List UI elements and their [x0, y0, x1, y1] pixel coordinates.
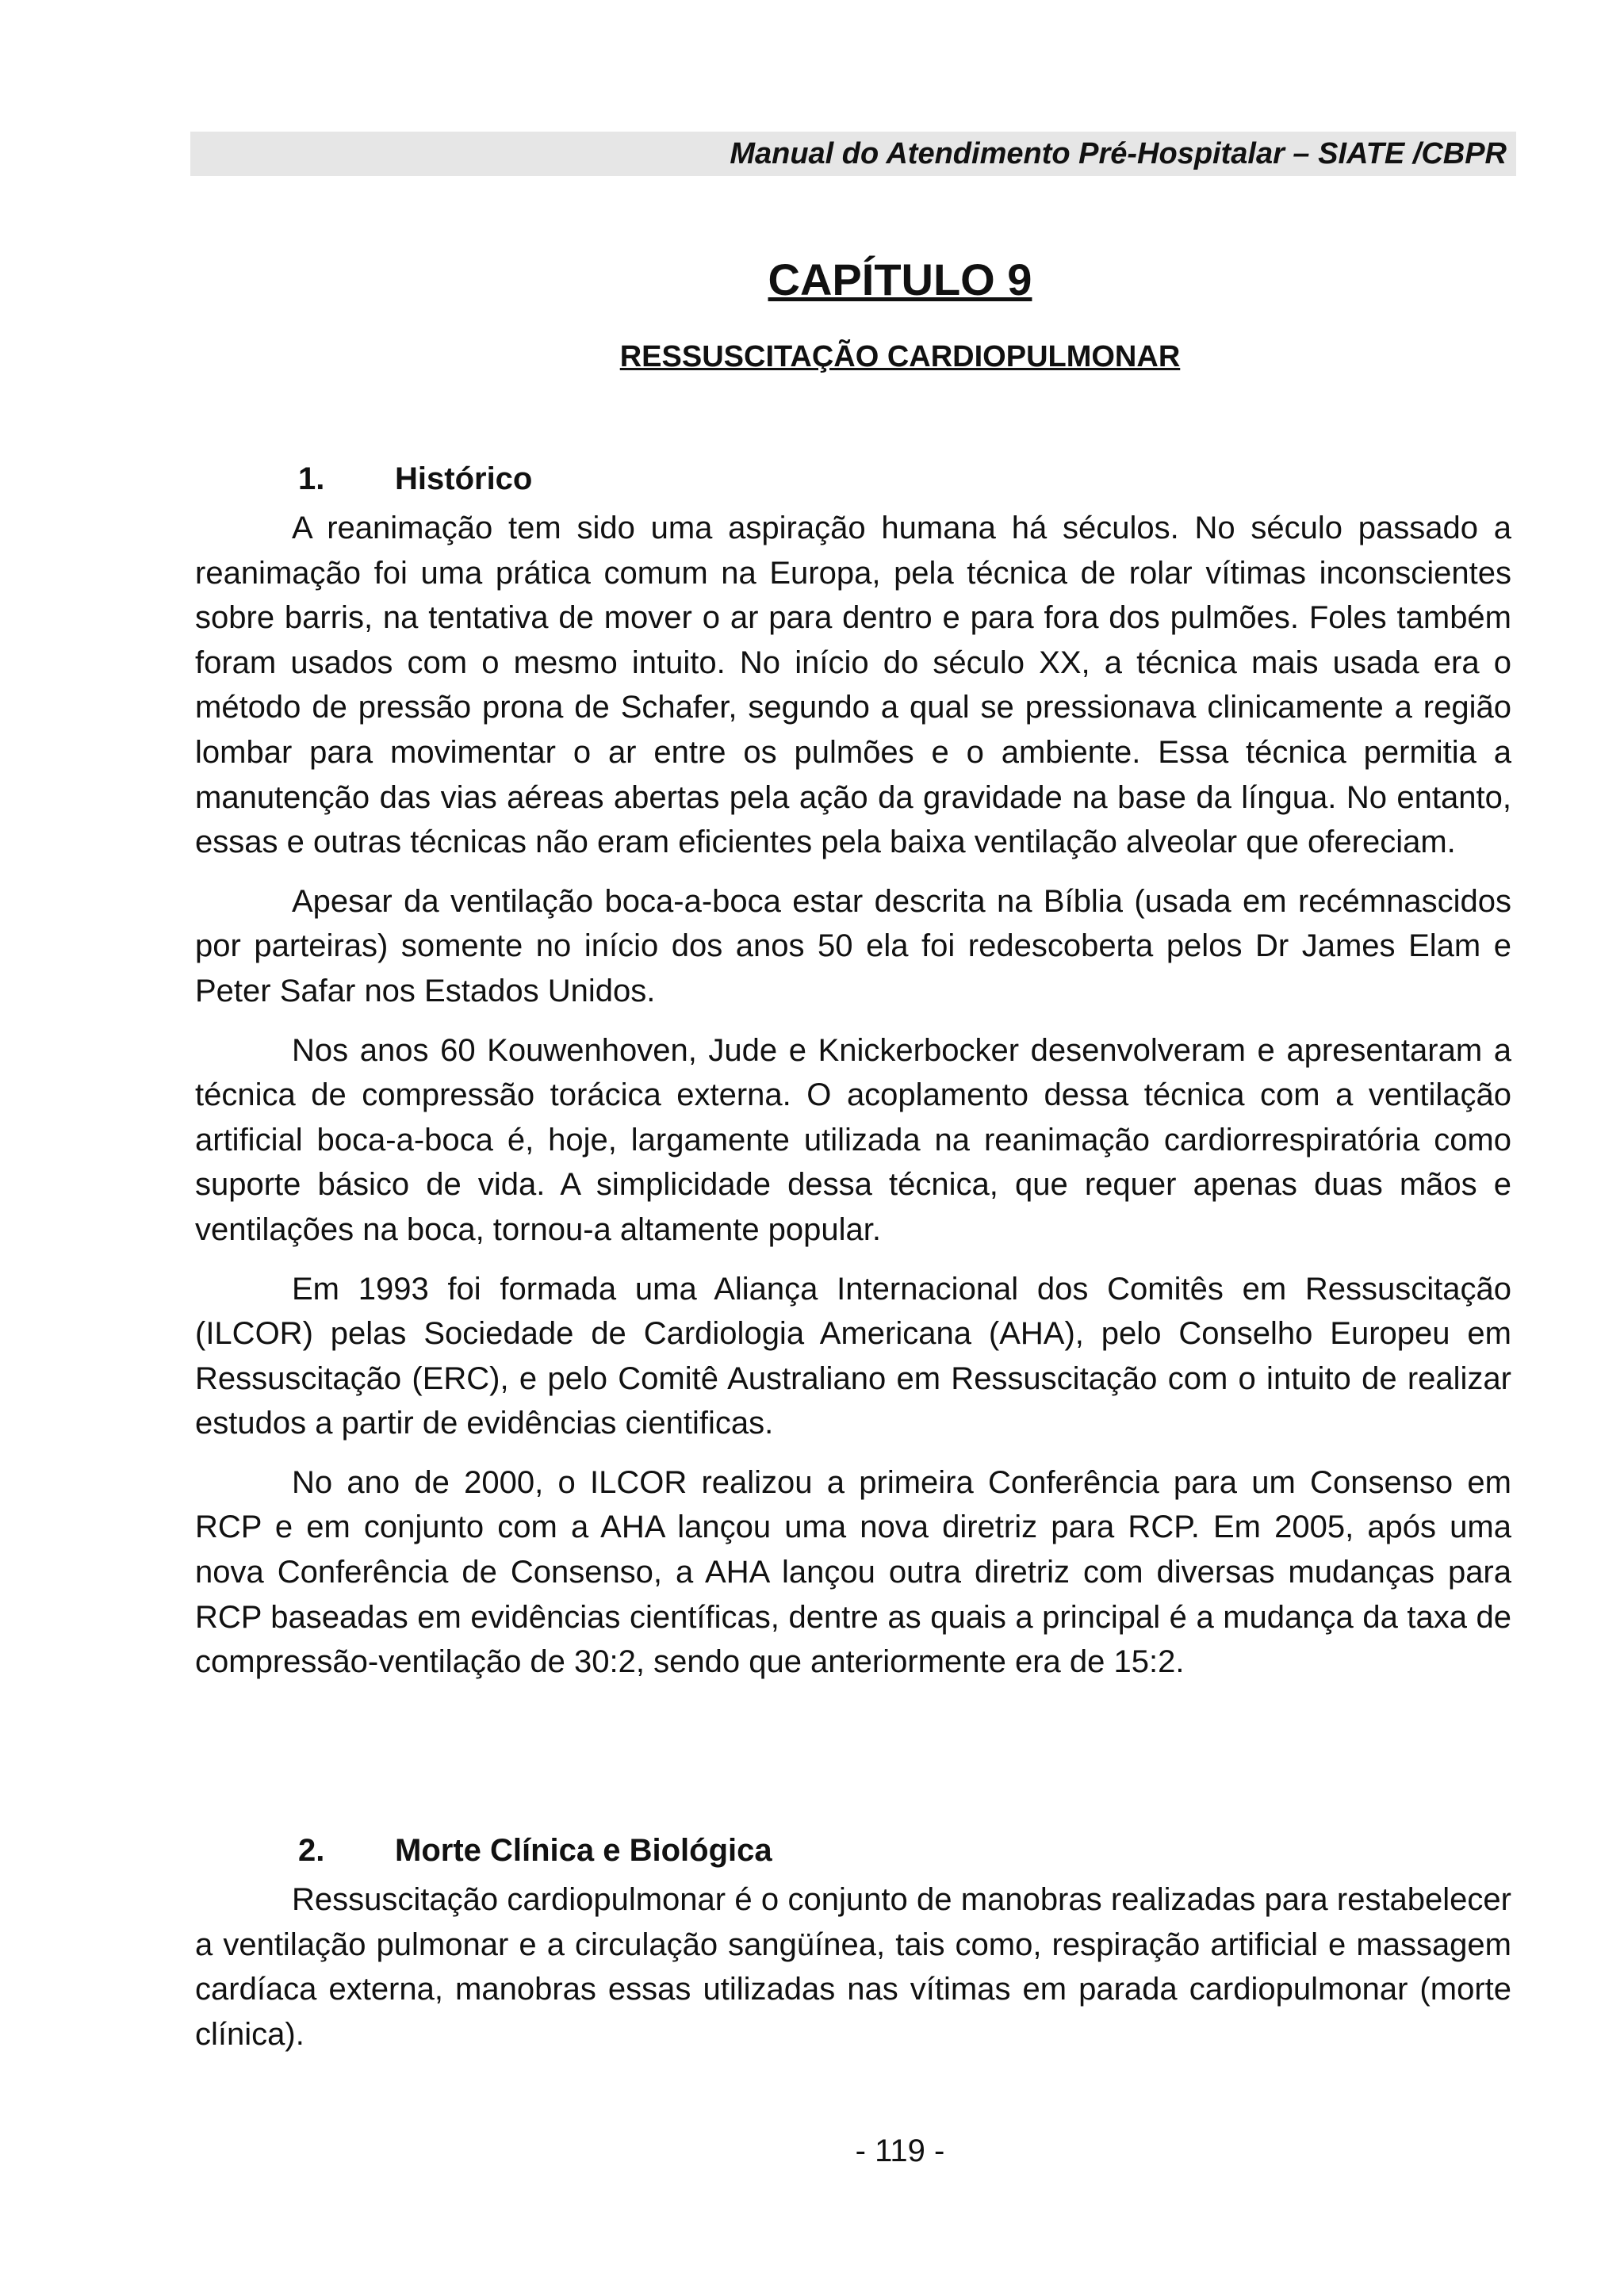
paragraph: Nos anos 60 Kouwenhoven, Jude e Knickerbocker desenvolveram e apresentaram a técnica de compressão torácica externa. O acoplamento dessa técnica com a ventilação artificial boca-a-boca é, hoje, largamente utilizada na reanimação cardiorrespiratória como suporte básico de vida. A simplicidade dessa técnica, que requer apenas duas mãos e ventilações na boca, tornou-a altamente popular.	[195, 1032, 1511, 1247]
section-title: Morte Clínica e Biológica	[395, 1833, 772, 1868]
paragraph: Ressuscitação cardiopulmonar é o conjunto de manobras realizadas para restabelecer a ventilação pulmonar e a circulação sangüínea, tais como, respiração artificial e massagem cardíaca externa, manobras essas utilizadas nas vítimas em parada cardiopulmonar (morte clínica).	[195, 1882, 1511, 2052]
paragraph: A reanimação tem sido uma aspiração humana há séculos. No século passado a reanimação foi uma prática comum na Europa, pela técnica de rolar vítimas inconscientes sobre barris, na tentativa de mover o ar para dentro e para fora dos pulmões. Foles também foram usados com o mesmo intuito. No início do século XX, a técnica mais usada era o método de pressão prona de Schafer, segundo a qual se pressionava clinicamente a região lombar para movimentar o ar entre os pulmões e o ambiente. Essa técnica permitia a manutenção das vias aéreas abertas pela ação da gravidade na base da língua. No entanto, essas e outras técnicas não eram eficientes pela baixa ventilação alveolar que ofereciam.	[195, 511, 1511, 860]
chapter-title: CAPÍTULO 9	[768, 254, 1032, 304]
running-header-title: Manual do Atendimento Pré-Hospitalar – SIATE /CBPR	[730, 137, 1507, 170]
paragraph: No ano de 2000, o ILCOR realizou a primeira Conferência para um Consenso em RCP e em conjunto com a AHA lançou uma nova diretriz para RCP. Em 2005, após uma nova Conferência de Consenso, a AHA lançou outra diretriz com diversas mudanças para RCP baseadas em evidências científicas, dentre as quais a principal é a mudança da taxa de compressão-ventilação de 30:2, sendo que anteriormente era de 15:2.	[195, 1464, 1511, 1680]
section-historico	[195, 457, 1511, 1699]
running-header	[190, 132, 1516, 176]
paragraph: Em 1993 foi formada uma Aliança Internacional dos Comitês em Ressuscitação (ILCOR) pelas Sociedade de Cardiologia Americana (AHA), pelo Conselho Europeu em Ressuscitação (ERC), e pelo Comitê Australiano em Ressuscitação com o intuito de realizar estudos a partir de evidências cientificas.	[195, 1271, 1511, 1441]
section-heading	[195, 1828, 1511, 1873]
section-number: 2.	[298, 1833, 325, 1868]
section-heading	[195, 457, 1511, 501]
chapter-subtitle: RESSUSCITAÇÃO CARDIOPULMONAR	[619, 340, 1181, 373]
section-morte-clinica	[195, 1828, 1511, 2071]
page-number: - 119 -	[855, 2133, 945, 2168]
paragraph: Apesar da ventilação boca-a-boca estar descrita na Bíblia (usada em recémnascidos por parteiras) somente no início dos anos 50 ela foi redescoberta pelos Dr James Elam e Peter Safar nos Estados Unidos.	[195, 883, 1511, 1008]
section-title: Histórico	[395, 461, 533, 496]
section-number: 1.	[298, 461, 325, 496]
